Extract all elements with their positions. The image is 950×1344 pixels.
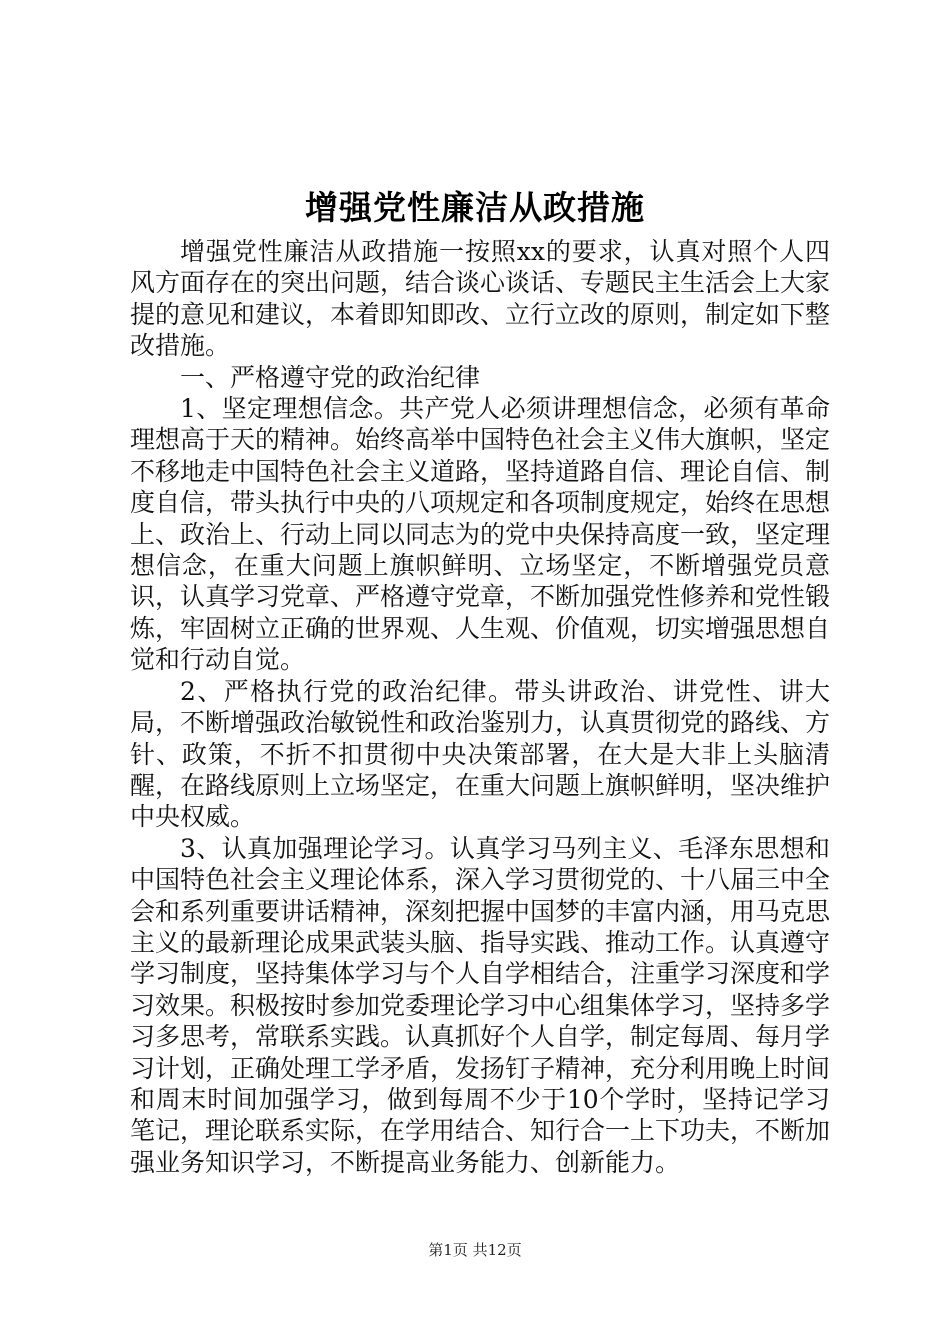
item-1-paragraph: 1、坚定理想信念。共产党人必须讲理想信念，必须有革命理想高于天的精神。始终高举中国特色社会主义伟大旗帜，坚定不移地走中国特色社会主义道路，坚持道路自信、理论自信、制度自信，带头执行中央的八项规定和各项制度规定，始终在思想上、政治上、行动上同以同志为的党中央保持高度一致，坚定理想信念，在重大问题上旗帜鲜明、立场坚定，不断增强党员意识，认真学习党章、严格遵守党章，不断加强党性修养和党性锻炼，牢固树立正确的世界观、人生观、价值观，切实增强思想自觉和行动自觉。 [130,394,831,675]
section-heading: 一、严格遵守党的政治纪律 [180,362,481,392]
page-number-footer: 第1页 共12页 [428,1241,522,1259]
document-title: 增强党性廉洁从政措施 [305,188,645,227]
intro-paragraph: 增强党性廉洁从政措施一按照xx的要求，认真对照个人四风方面存在的突出问题，结合谈心谈话、专题民主生活会上大家提的意见和建议，本着即知即改、立行立改的原则，制定如下整改措施。 [130,237,831,361]
item-3-paragraph: 3、认真加强理论学习。认真学习马列主义、毛泽东思想和中国特色社会主义理论体系，深入学习贯彻党的、十八届三中全会和系列重要讲话精神，深刻把握中国梦的丰富内涵，用马克思主义的最新理论成果武装头脑、指导实践、推动工作。认真遵守学习制度，坚持集体学习与个人自学相结合，注重学习深度和学习效果。积极按时参加党委理论学习中心组集体学习，坚持多学习多思考，常联系实践。认真抓好个人自学，制定每周、每月学习计划，正确处理工学矛盾，发扬钉子精神，充分利用晚上时间和周末时间加强学习，做到每周不少于10个学时，坚持记学习笔记，理论联系实际，在学用结合、知行合一上下功夫，不断加强业务知识学习，不断提高业务能力、创新能力。 [130,833,831,1177]
item-2-paragraph: 2、严格执行党的政治纪律。带头讲政治、讲党性、讲大局，不断增强政治敏锐性和政治鉴别力，认真贯彻党的路线、方针、政策，不折不扣贯彻中央决策部署，在大是大非上头脑清醒，在路线原则上立场坚定，在重大问题上旗帜鲜明，坚决维护中央权威。 [130,676,831,832]
document-body [130,236,830,1178]
